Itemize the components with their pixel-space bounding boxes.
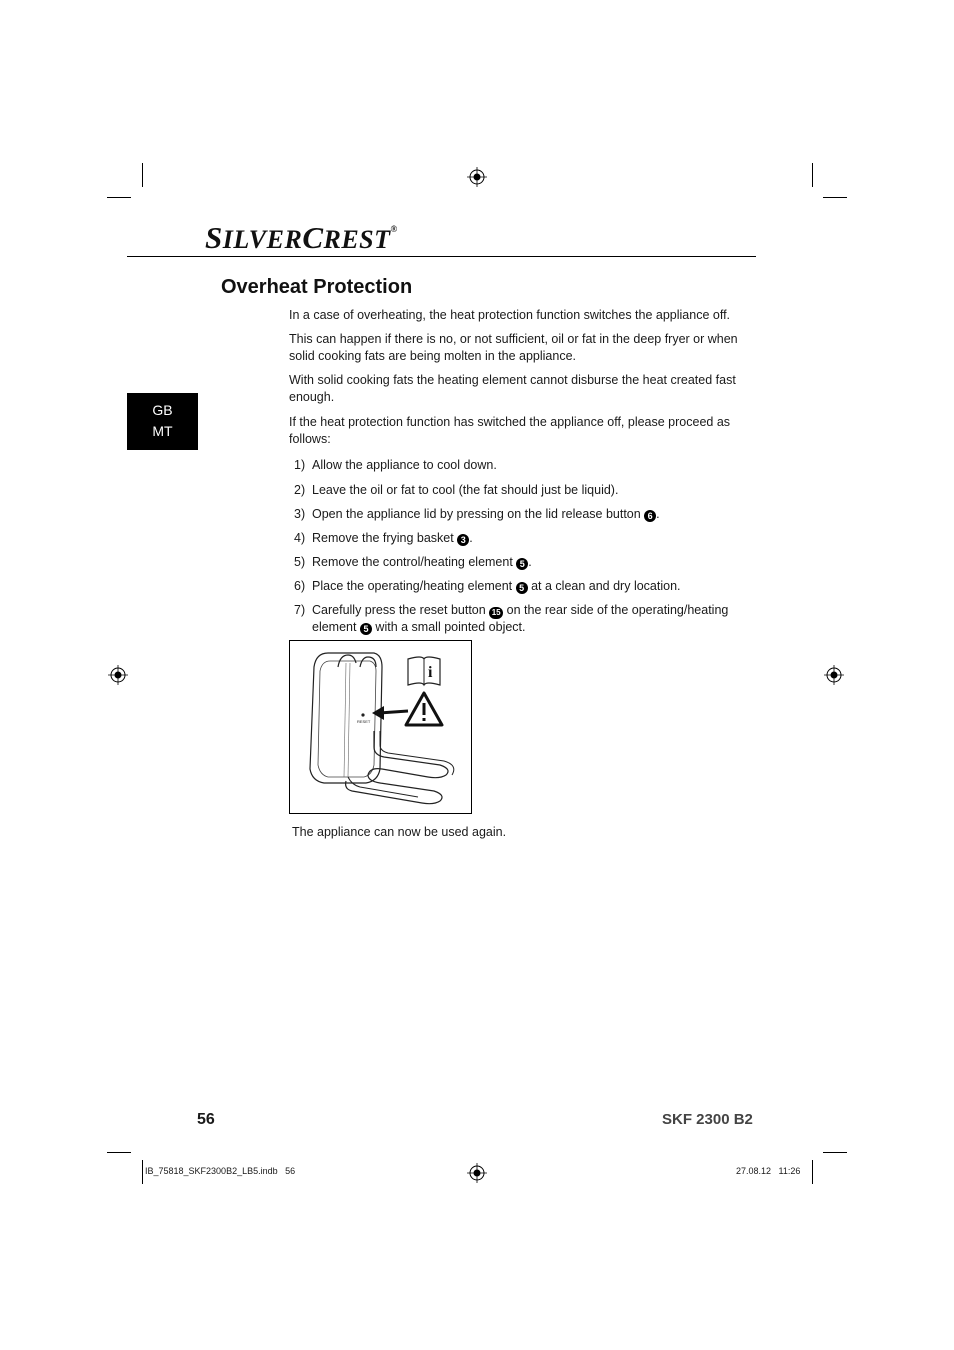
registration-mark-icon	[108, 665, 128, 685]
page-number: 56	[197, 1111, 215, 1128]
part-reference: 6	[644, 510, 656, 522]
reset-illustration	[289, 640, 472, 814]
step-text: Allow the appliance to cool down.	[312, 458, 497, 472]
part-reference: 5	[516, 582, 528, 594]
header-rule	[127, 256, 756, 257]
brand-logo: SILVERCREST®	[205, 220, 398, 255]
part-reference: 3	[457, 534, 469, 546]
print-slug-date: 27.08.12 11:26	[736, 1166, 801, 1176]
language-tab	[127, 393, 198, 450]
language-code-mt: MT	[152, 423, 173, 439]
step-text: Carefully press the reset button 15 on the rear side of the operating/heating element 5 with a small pointed object.	[312, 603, 729, 634]
step-number: 3)	[294, 507, 306, 521]
step-number: 5)	[294, 555, 306, 569]
crop-mark	[142, 1160, 143, 1184]
part-reference: 15	[489, 607, 503, 619]
step-number: 7)	[294, 603, 306, 617]
crop-mark	[107, 1152, 131, 1153]
print-slug-file: IB_75818_SKF2300B2_LB5.indb 56	[145, 1166, 296, 1176]
heating-element-drawing	[290, 641, 470, 812]
svg-text:i: i	[428, 664, 433, 681]
step-number: 1)	[294, 458, 306, 472]
step-text: Place the operating/heating element 5 at a clean and dry location.	[312, 579, 681, 593]
registration-mark-icon	[467, 1163, 487, 1183]
language-code-gb: GB	[152, 402, 173, 418]
crop-mark	[823, 197, 847, 198]
crop-mark	[812, 163, 813, 187]
part-reference: 5	[360, 623, 372, 635]
crop-mark	[142, 163, 143, 187]
step-number: 2)	[294, 483, 306, 497]
crop-mark	[812, 1160, 813, 1184]
step-text: Remove the control/heating element 5 .	[312, 555, 532, 569]
figure-caption: The appliance can now be used again.	[292, 825, 507, 839]
paragraph: If the heat protection function has switched the appliance off, please proceed as follows:	[289, 415, 731, 446]
crop-mark	[107, 197, 131, 198]
step-text: Leave the oil or fat to cool (the fat should just be liquid).	[312, 483, 619, 497]
paragraph: This can happen if there is no, or not sufficient, oil or fat in the deep fryer or when solid cooking fats are being molten in the appliance.	[289, 332, 738, 363]
reset-label: RESET	[357, 719, 371, 724]
step-number: 6)	[294, 579, 306, 593]
registration-mark-icon	[467, 167, 487, 187]
step-number: 4)	[294, 531, 306, 545]
paragraph: In a case of overheating, the heat protection function switches the appliance off.	[289, 308, 731, 322]
page-title: Overheat Protection	[221, 276, 413, 298]
crop-mark	[823, 1152, 847, 1153]
paragraph: With solid cooking fats the heating element cannot disburse the heat created fast enough.	[289, 373, 736, 404]
part-reference: 5	[516, 558, 528, 570]
step-text: Open the appliance lid by pressing on the lid release button 6 .	[312, 507, 660, 521]
step-text: Remove the frying basket 3 .	[312, 531, 473, 545]
info-book-icon	[408, 657, 440, 685]
model-number: SKF 2300 B2	[662, 1111, 753, 1128]
warning-triangle-icon	[406, 693, 442, 725]
registration-mark-icon	[824, 665, 844, 685]
